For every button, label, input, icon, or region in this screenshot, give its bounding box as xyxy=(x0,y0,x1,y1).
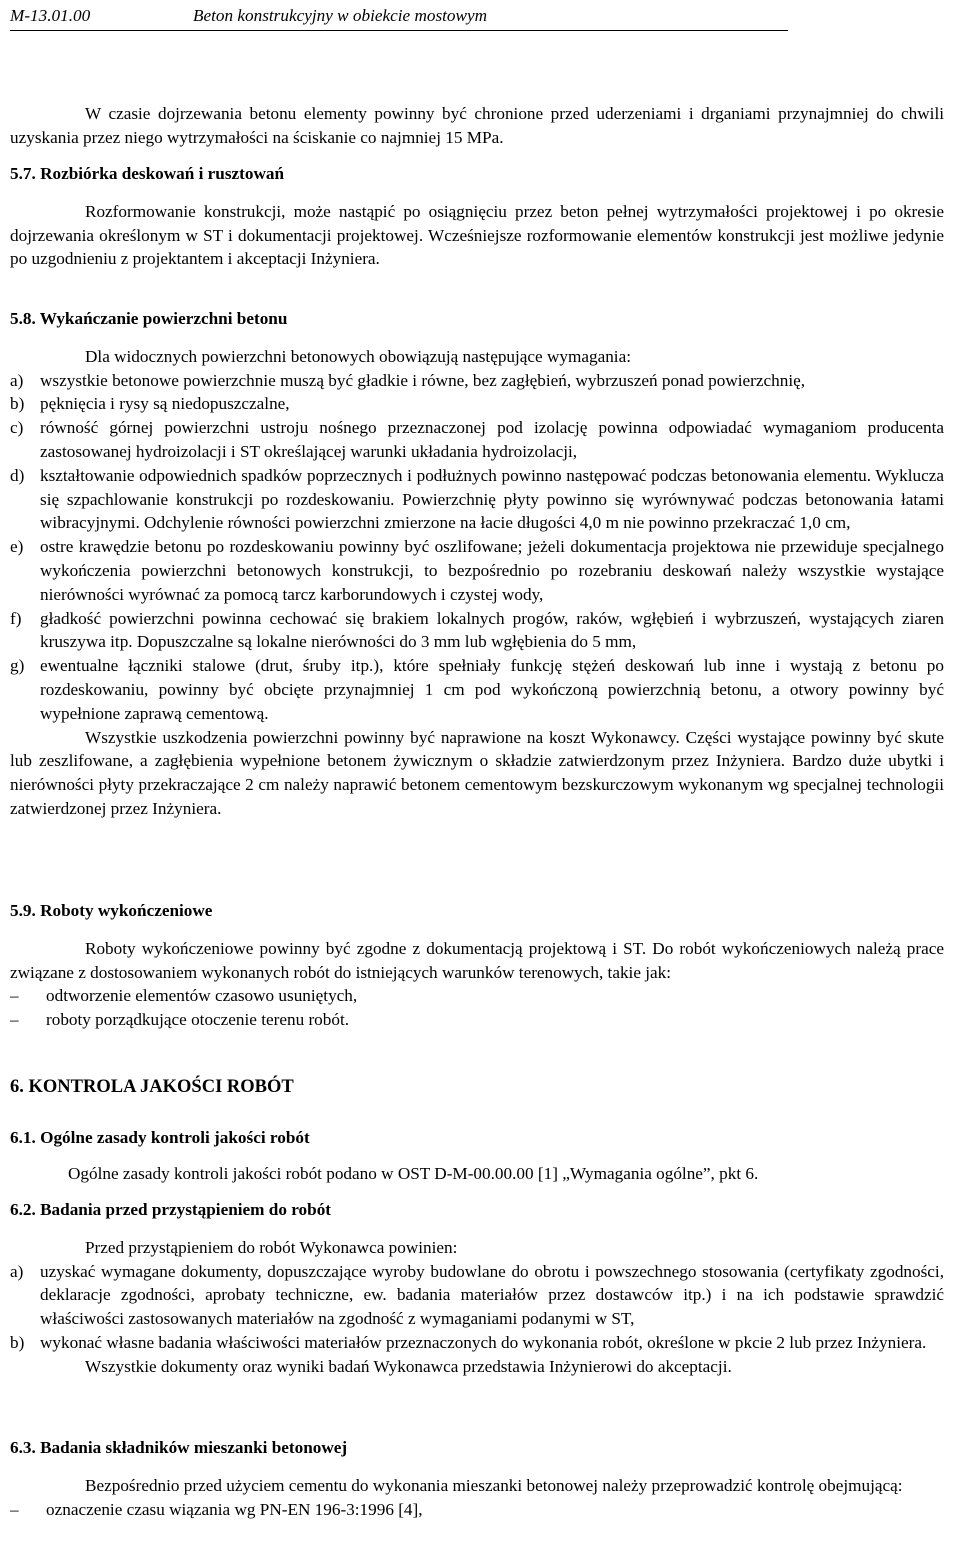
list-item: b) pęknięcia i rysy są niedopuszczalne, xyxy=(10,394,290,414)
section-5-7-heading: 5.7. Rozbiórka deskowań i rusztowań xyxy=(10,164,285,183)
section-5-8-list xyxy=(10,369,944,726)
section-5-9 xyxy=(10,899,944,1032)
section-5-9-heading: 5.9. Roboty wykończeniowe xyxy=(10,901,213,920)
section-6-heading: 6. KONTROLA JAKOŚCI ROBÓT xyxy=(10,1077,294,1097)
section-5-8-lead: Dla widocznych powierzchni betonowych obowiązują następujące wymagania: xyxy=(85,346,631,366)
section-6-3-heading: 6.3. Badania składników mieszanki betonowej xyxy=(10,1438,348,1457)
intro-paragraph: W czasie dojrzewania betonu elementy powinny być chronione przed uderzeniami i drganiami przynajmniej do chwili uzyskania przez niego wytrzymałości na ściskanie co najmniej 15 MPa. xyxy=(10,104,944,147)
section-5-8-closing: Wszystkie uszkodzenia powierzchni powinny być naprawione na koszt Wykonawcy. Części wystające powinny być skute lub zeszlifowane, a zagłębienia wypełnione betonem żywicznym o składzie zatwierdzonym przez Inżyniera. Bardzo duże ubytki i nierówności płyty przekraczające 2 cm należy naprawić betonem cementowym bezskurczowym wykonanym wg specjalnej technologii zatwierdzonej przez Inżyniera. xyxy=(10,727,944,818)
section-6-1-paragraph: Ogólne zasady kontroli jakości robót podano w OST D-M-00.00.00 [1] „Wymagania ogólne”, pkt 6. xyxy=(68,1163,759,1183)
section-5-9-paragraph: Roboty wykończeniowe powinny być zgodne z dokumentacją projektową i ST. Do robót wykończeniowych należą prace związane z dostosowaniem wykonanych robót do istniejących warunków terenowych, takie jak: xyxy=(10,938,944,982)
list-item: a) uzyskać wymagane dokumenty, dopuszczające wyroby budowlane do obrotu i powszechnego stosowania (certyfikaty zgodności, deklaracje zgodności, aprobaty techniczne, ew. badania materiałów przez dostawców itp.) i na ich podstawie sprawdzić właściwości zastosowanych materiałów na zgodność z wymaganiami podanymi w ST, xyxy=(10,1261,944,1329)
list-item: – roboty porządkujące otoczenie terenu robót. xyxy=(10,1010,350,1030)
section-6-2-closing: Wszystkie dokumenty oraz wyniki badań Wykonawca przedstawia Inżynierowi do akceptacji. xyxy=(85,1356,732,1376)
spec-code: M-13.01.00 xyxy=(10,6,91,25)
intro-section xyxy=(10,102,944,150)
list-item: c) równość górnej powierzchni ustroju nośnego przeznaczonej pod izolację powinna odpowiadać wymaganiom producenta zastosowanej hydroizolacji i ST określającej warunki układania hydroizolacji, xyxy=(10,418,944,461)
list-item: e) ostre krawędzie betonu po rozdeskowaniu powinny być oszlifowane; jeżeli dokumentacja projektowa nie przewiduje specjalnego wykończenia powierzchni betonowych konstrukcji, to bezpośrednio po rozebraniu deskowań należy wszystkie wystające nierówności wyrównać za pomocą tarcz karborundowych i czystej wody, xyxy=(10,537,944,604)
list-item: a) wszystkie betonowe powierzchnie muszą być gładkie i równe, bez zagłębień, wybrzuszeń ponad powierzchnię, xyxy=(10,370,806,390)
list-item: – oznaczenie czasu wiązania wg PN-EN 196-3:1996 [4], xyxy=(10,1499,423,1519)
section-6-2-heading: 6.2. Badania przed przystąpieniem do robót xyxy=(10,1200,332,1219)
section-6-3-paragraph: Bezpośrednio przed użyciem cementu do wykonania mieszanki betonowej należy przeprowadzić kontrolę obejmującą: xyxy=(85,1475,903,1495)
section-6-1-heading: 6.1. Ogólne zasady kontroli jakości robót xyxy=(10,1128,310,1147)
section-6 xyxy=(10,1076,944,1100)
section-6-2 xyxy=(10,1198,944,1379)
section-6-2-lead: Przed przystąpieniem do robót Wykonawca powinien: xyxy=(85,1237,458,1257)
section-5-7 xyxy=(10,162,944,271)
section-5-8 xyxy=(10,307,944,821)
section-5-7-paragraph: Rozformowanie konstrukcji, może nastąpić po osiągnięciu przez beton pełnej wytrzymałości projektowej i po okresie dojrzewania określonym w ST i dokumentacji projektowej. Wcześniejsze rozformowanie elementów konstrukcji jest możliwe jedynie po uzgodnieniu z projektantem i akceptacji Inżyniera. xyxy=(10,201,944,269)
list-item: d) kształtowanie odpowiednich spadków poprzecznych i podłużnych powinno następować podczas betonowania elementu. Wyklucza się szpachlowanie konstrukcji po rozdeskowaniu. Powierzchnię płyty powinno się wyrównywać podczas betonowania łatami wibracyjnymi. Odchylenie równości powierzchni zmierzone na łacie długości 4,0 m nie powinno przekraczać 1,0 cm, xyxy=(10,465,944,533)
page-header xyxy=(10,4,788,31)
section-6-1 xyxy=(10,1126,944,1186)
list-item: b) wykonać własne badania właściwości materiałów przeznaczonych do wykonania robót, określone w pkcie 2 lub przez Inżyniera. xyxy=(10,1332,927,1352)
list-item: – odtworzenie elementów czasowo usuniętych, xyxy=(10,986,358,1006)
spec-title: Beton konstrukcyjny w obiekcie mostowym xyxy=(193,6,488,25)
list-item: f) gładkość powierzchni powinna cechować się brakiem lokalnych progów, raków, wgłębień i wybrzuszeń, wystających ziaren kruszywa itp. Dopuszczalne są lokalne nierówności do 3 mm lub wgłębienia do 5 mm, xyxy=(10,608,944,652)
section-6-3 xyxy=(10,1436,944,1521)
section-5-8-heading: 5.8. Wykańczanie powierzchni betonu xyxy=(10,309,288,328)
list-item: g) ewentualne łączniki stalowe (drut, śruby itp.), które spełniały funkcję stężeń deskowań lub inne i wystają z betonu po rozdeskowaniu, powinny być obcięte przynajmniej 1 cm pod wykończoną powierzchnią betonu, a otwory powinny być wypełnione zaprawą cementową. xyxy=(10,656,944,723)
